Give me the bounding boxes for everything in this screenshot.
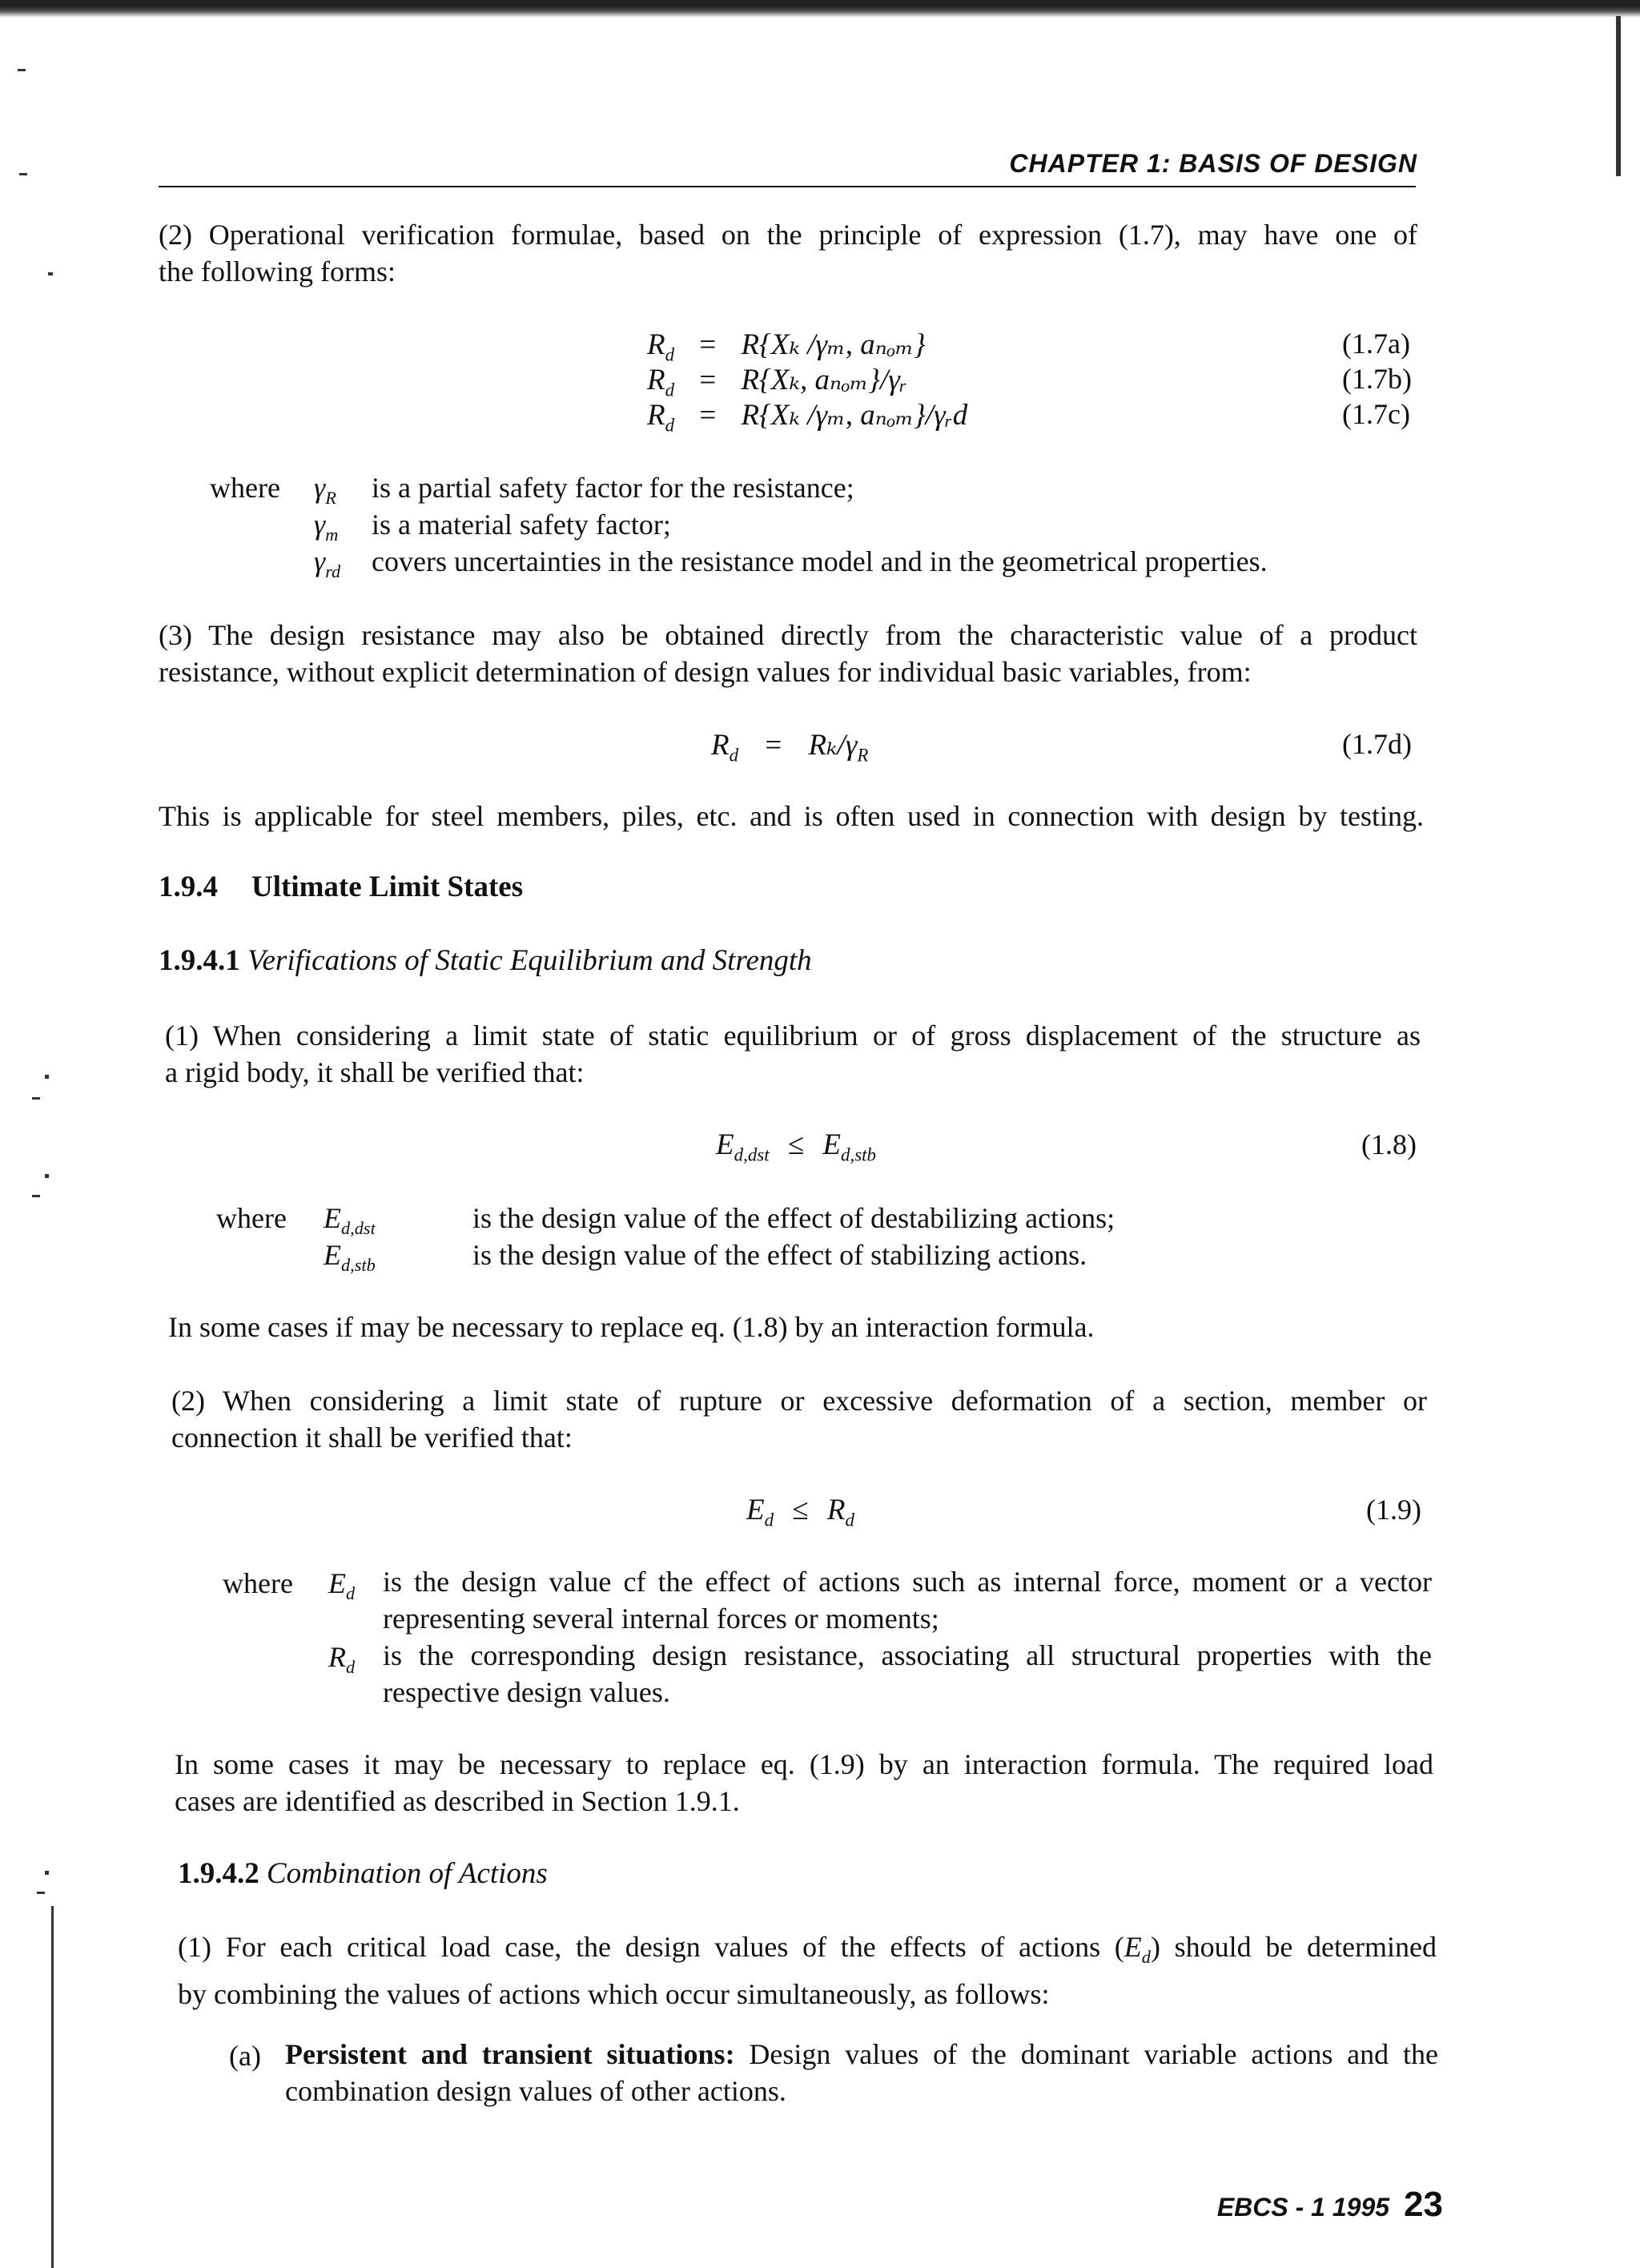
paragraph-interaction-1-8: In some cases if may be necessary to replace eq. (1.8) by an interaction formula. [168,1311,1095,1343]
paragraph-operational-verification [159,216,1417,290]
text-line: (2) When considering a limit state of rupture or excessive deformation of a section, member or [171,1385,1427,1417]
paragraph-interaction-1-9 [175,1746,1433,1820]
equation-1-9: $E_d \le R_d$ [746,1494,854,1530]
text-line: Persistent and transient situations: Design values of the dominant variable actions and the [285,2038,1438,2070]
symbol-gamma-m: $\gamma_m$ [314,509,339,545]
where-label: where [223,1567,293,1599]
list-item-persistent-transient [285,2036,1438,2109]
list-item-label: (a) [229,2040,261,2072]
definition-text: is the corresponding design resistance, associating all structural properties with the respective design values. [383,1639,1432,1708]
equation-number: (1.9) [1366,1494,1421,1526]
section-heading-1-9-4: 1.9.4 Ultimate Limit States [159,871,524,903]
paragraph-applicability [159,798,1424,834]
definition-text: is the design value of the effect of stabilizing actions. [472,1239,1087,1271]
scan-speck [19,173,27,175]
symbol-gamma-rd: $\gamma_{rd}$ [314,545,341,582]
scan-border-top [0,0,1640,18]
text-line: (3) The design resistance may also be obtained directly from the characteristic value of a product [159,619,1417,651]
scan-border-right [1616,16,1621,176]
scan-speck [37,1892,45,1894]
scan-speck [45,1174,49,1178]
symbol-e-d: $E_d$ [328,1567,356,1604]
scan-border-left [51,1906,54,2268]
equation-1-8: $E_{d,dst} \le E_{d,stb}$ [716,1128,876,1165]
text-line: (1) For each critical load case, the design values of the effects of actions $(E_d)$ should be determined [178,1931,1437,1968]
paragraph-design-resistance [159,617,1417,690]
text-line: a rigid body, it shall be verified that: [165,1056,585,1088]
where-label: where [216,1202,287,1234]
equation-number: (1.7d) [1342,728,1412,760]
paragraph-static-equilibrium [165,1017,1421,1091]
text-line: the following forms: [159,255,396,288]
text-line: combination design values of other actions. [285,2075,786,2107]
paragraph-rupture [171,1382,1427,1456]
equation-1-7a: $R_d = R\{X_k$ /γₘ, aₙₒₘ} [647,328,926,365]
text-line: resistance, without explicit determination of design values for individual basic variables, from: [159,656,1252,688]
section-heading-1-9-4-1: 1.9.4.1 Verifications of Static Equilibrium and Strength [159,944,812,977]
footer-standard: EBCS - 1 1995 [1216,2193,1390,2222]
equation-1-7d: $R_d = R_k/\gamma_R$ [711,729,869,766]
text-line: This is applicable for steel members, piles, etc. and is often used in connection with design by testing. [159,800,1424,832]
symbol-gamma-r: $\gamma_R$ [314,472,336,509]
definition-text: is the design value of the effect of destabilizing actions; [472,1202,1115,1234]
text-line: In some cases it may be necessary to replace eq. (1.9) by an interaction formula. The required load [175,1748,1433,1780]
chapter-header: CHAPTER 1: BASIS OF DESIGN [1009,149,1417,178]
equation-1-7c: $R_d = R\{X_k$ /γₘ, aₙₒₘ}/γᵣd [647,399,968,436]
text-line: (1) When considering a limit state of static equilibrium or of gross displacement of the structure as [165,1019,1421,1052]
definition-text: is a partial safety factor for the resistance; [372,472,854,504]
scan-speck [32,1097,40,1100]
scan-speck [32,1195,40,1197]
text-line: cases are identified as described in Section 1.9.1. [175,1785,740,1817]
text-line: (2) Operational verification formulae, based on the principle of expression (1.7), may have one of [159,219,1417,251]
paragraph-combination [178,1928,1437,2013]
symbol-e-d-dst: $E_{d,dst}$ [324,1202,376,1239]
symbol-e-d-stb: $E_{d,stb}$ [324,1239,376,1276]
definition-text: is the design value cf the effect of actions such as internal force, moment or a vector representing several internal forces or moments; [383,1566,1432,1635]
scan-speck [45,1871,49,1875]
scan-speck [48,272,53,275]
section-heading-1-9-4-2: 1.9.4.2 Combination of Actions [178,1857,548,1890]
page-number: 23 [1404,2185,1443,2224]
text-line: connection it shall be verified that: [171,1422,573,1454]
equation-number: (1.8) [1361,1128,1417,1160]
text-line: by combining the values of actions which occur simultaneously, as follows: [178,1978,1050,2011]
equation-number: (1.7c) [1342,398,1410,430]
page-footer [1089,2185,1443,2225]
definition-text: covers uncertainties in the resistance model and in the geometrical properties. [372,545,1268,577]
equation-number: (1.7b) [1342,363,1412,395]
scan-speck [45,1075,49,1079]
equation-number: (1.7a) [1342,328,1410,360]
scan-speck [18,69,26,71]
equation-1-7b: $R_d = R\{X_k$, aₙₒₘ}/γᵣ [647,364,907,400]
symbol-r-d: $R_d$ [328,1641,356,1678]
where-label: where [210,472,280,504]
header-rule [159,186,1416,187]
definition-text: is a material safety factor; [372,509,671,541]
